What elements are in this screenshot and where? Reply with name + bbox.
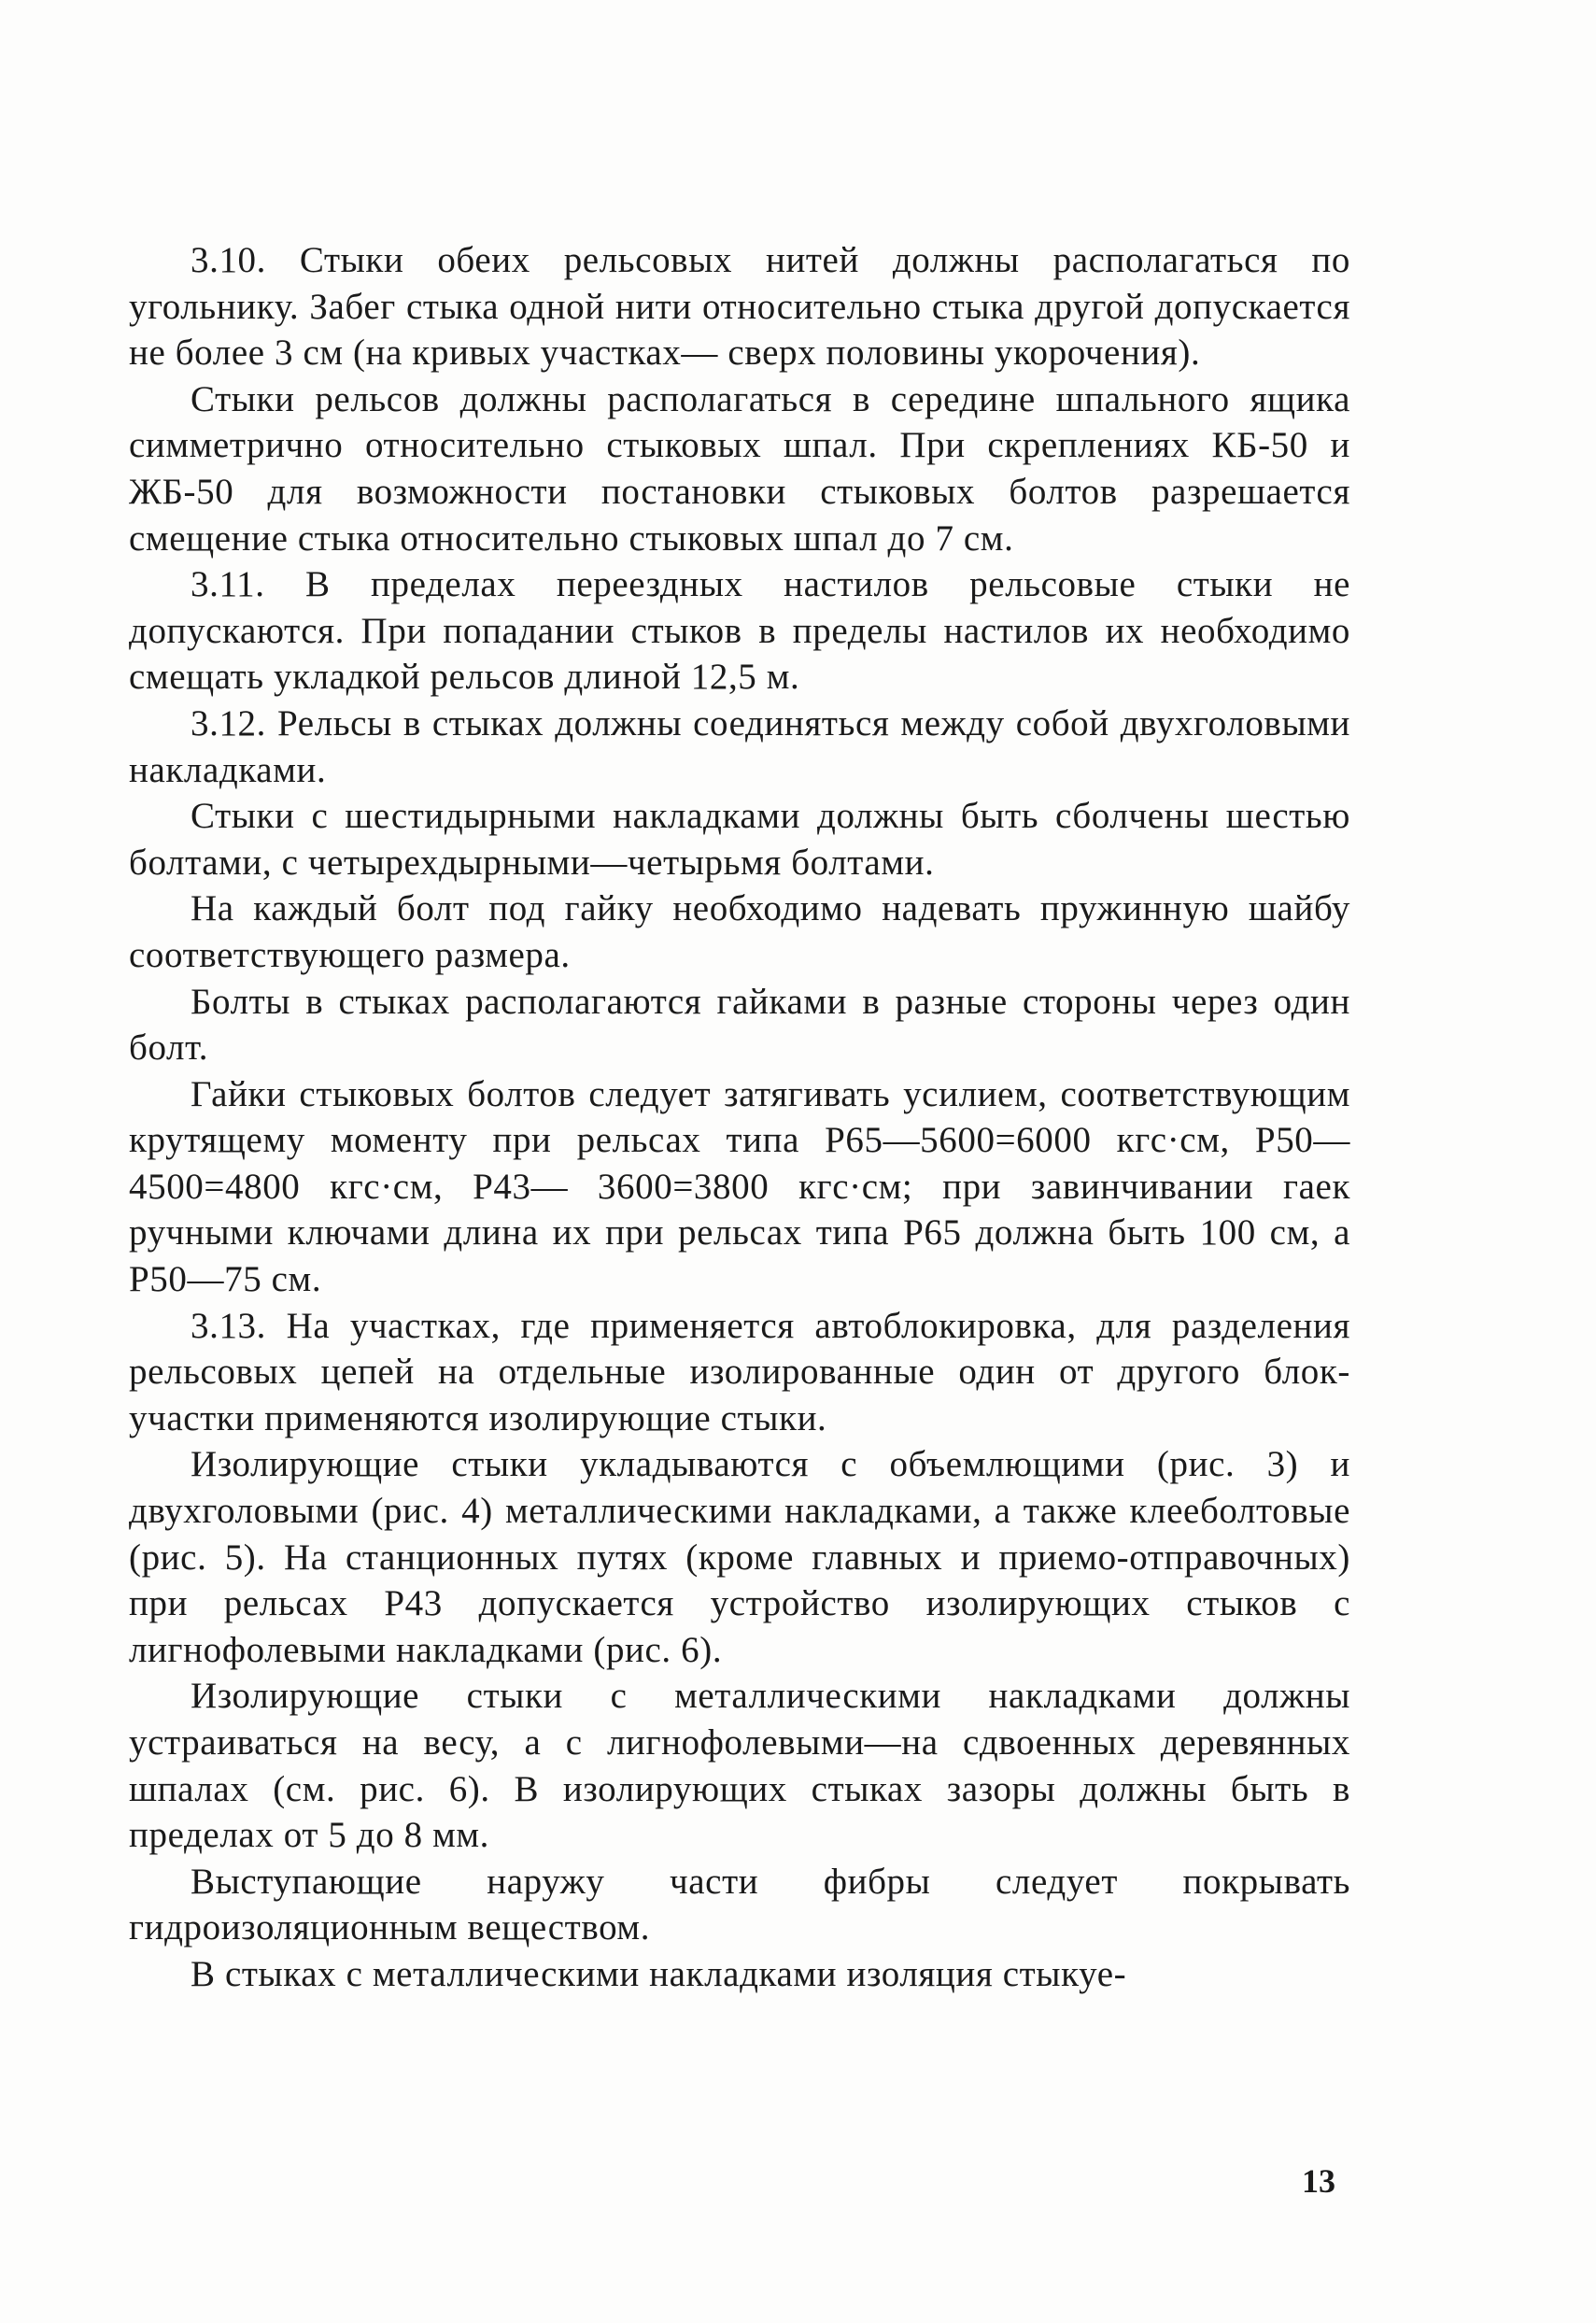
paragraph-torque: Гайки стыковых болтов следует затягивать усилием, соответствующим крутящему моменту при рельсах типа Р65—5600=6000 кгс·см, Р50—4500=4800 кгс·см, Р43— 3600=3800 кгс·см; при завинчивании гаек ручными ключами длина их при рельсах типа Р65 должна быть 100 см, а Р50—75 см. — [129, 1073, 1350, 1300]
paragraph-bolt-orientation: Болты в стыках располагаются гайками в разные стороны через один болт. — [129, 981, 1350, 1069]
paragraph-bolting: Стыки с шестидырными накладками должны быть сболчены шестью болтами, с четырехдырными—четырьмя болтами. — [129, 796, 1350, 883]
page-number: 13 — [1302, 2162, 1335, 2200]
paragraph-3-13: 3.13. На участках, где применяется автоблокировка, для разделения рельсовых цепей на отдельные изолированные один от другого блок-участки применяются изолирующие стыки. — [129, 1305, 1350, 1438]
paragraph-3-11: 3.11. В пределах переездных настилов рельсовые стыки не допускаются. При попадании стыков в пределы настилов их необходимо смещать укладкой рельсов длиной 12,5 м. — [129, 564, 1350, 698]
paragraph-continued: В стыках с металлическими накладками изоляция стыкуе- — [191, 1953, 1127, 1994]
body-text — [129, 237, 1350, 1998]
paragraph-insulating-types: Изолирующие стыки укладываются с объемлющими (рис. 3) и двухголовыми (рис. 4) металлическими накладками, а также клееболтовые (рис. 5). На станционных путях (кроме главных и приемо-отправочных) при рельсах Р43 допускается устройство изолирующих стыков с лигнофолевыми накладками (рис. 6). — [129, 1444, 1350, 1670]
paragraph-3-12: 3.12. Рельсы в стыках должны соединяться между собой двухголовыми накладками. — [129, 702, 1350, 790]
paragraph-joint-placement: Стыки рельсов должны располагаться в середине шпального ящика симметрично относительно стыковых шпал. При скреплениях КБ-50 и ЖБ-50 для возможности постановки стыковых болтов разрешается смещение стыка относительно стыковых шпал до 7 см. — [129, 378, 1350, 559]
paragraph-fiber-coating: Выступающие наружу части фибры следует покрывать гидроизоляционным веществом. — [129, 1861, 1350, 1948]
paragraph-insulating-mounting: Изолирующие стыки с металлическими накладками должны устраиваться на весу, а с лигнофолевыми—на сдвоенных деревянных шпалах (см. рис. 6). В изолирующих стыках зазоры должны быть в пределах от 5 до 8 мм. — [129, 1676, 1350, 1856]
paragraph-spring-washer: На каждый болт под гайку необходимо надевать пружинную шайбу соответствующего размера. — [129, 888, 1350, 975]
paragraph-3-10: 3.10. Стыки обеих рельсовых нитей должны располагаться по угольнику. Забег стыка одной нити относительно стыка другой допускается не более 3 см (на кривых участках— сверх половины укорочения). — [129, 240, 1350, 374]
